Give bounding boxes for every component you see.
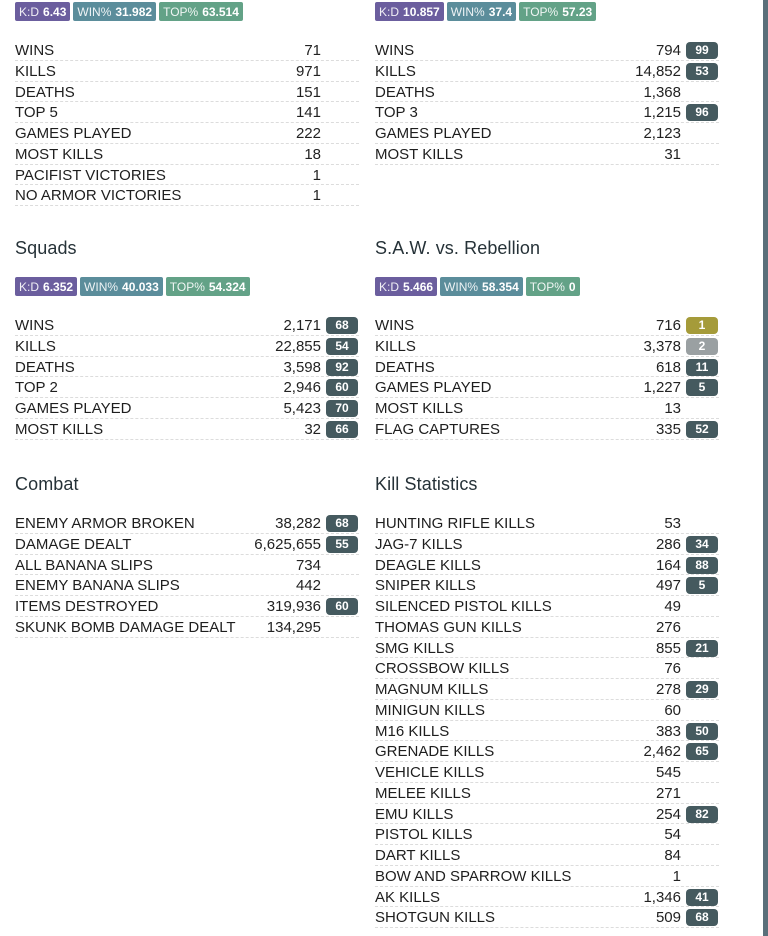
stat-value: 497	[655, 577, 681, 595]
summary-badges	[15, 2, 359, 21]
badge-value: 5.466	[403, 279, 434, 294]
stat-value: 164	[655, 556, 681, 574]
stat-value: 1,215	[643, 104, 681, 122]
top-percent-badge	[519, 2, 596, 21]
stat-value: 442	[295, 577, 321, 595]
stat-row	[375, 679, 719, 700]
stat-value: 2,946	[283, 379, 321, 397]
stat-value: 60	[664, 701, 681, 719]
stat-value: 383	[655, 722, 681, 740]
stat-row	[375, 617, 719, 638]
stat-row	[15, 617, 359, 638]
stat-label: SKUNK BOMB DAMAGE DEALT	[15, 618, 236, 636]
stat-label: DEATHS	[15, 358, 75, 376]
stat-row	[15, 82, 359, 103]
stat-row	[375, 866, 719, 887]
summary-badges	[15, 277, 359, 296]
stat-value: 22,855	[275, 337, 321, 355]
stat-row	[15, 513, 359, 534]
stat-label: HUNTING RIFLE KILLS	[375, 515, 536, 532]
stat-label: KILLS	[15, 62, 56, 80]
section-title: S.A.W. vs. Rebellion	[375, 238, 541, 258]
stat-value: 31	[664, 145, 681, 163]
win-percent-badge	[80, 277, 163, 296]
stat-value: 3,378	[643, 337, 681, 355]
stat-value: 32	[304, 420, 321, 438]
stats-table	[15, 315, 359, 440]
badge-value: 63.514	[202, 4, 239, 19]
stat-label: DEATHS	[375, 83, 435, 101]
stat-row	[375, 887, 719, 908]
badge-label: TOP%	[523, 4, 559, 19]
summary-badges	[375, 2, 719, 21]
stat-label: BOW AND SPARROW KILLS	[375, 867, 572, 885]
kd-badge	[15, 277, 77, 296]
stat-row	[375, 534, 719, 555]
stat-label: EMU KILLS	[375, 805, 454, 823]
stat-row	[375, 357, 719, 378]
stat-label: WINS	[15, 42, 55, 59]
stat-label: FLAG CAPTURES	[375, 420, 501, 438]
stat-row	[15, 596, 359, 617]
stat-value: 18	[304, 145, 321, 163]
stats-section-solos	[375, 2, 719, 165]
stat-label: DEAGLE KILLS	[375, 556, 481, 574]
stat-label: ALL BANANA SLIPS	[15, 556, 153, 574]
stat-row	[15, 377, 359, 398]
stat-value: 794	[655, 42, 681, 59]
stat-label: MINIGUN KILLS	[375, 701, 486, 719]
stats-table	[375, 513, 719, 928]
stat-row	[15, 398, 359, 419]
stat-value: 54	[664, 826, 681, 844]
rank-badge: 55	[326, 536, 358, 553]
stat-value: 84	[664, 847, 681, 864]
stat-label: TOP 3	[375, 104, 418, 122]
rank-badge: 11	[686, 359, 718, 376]
stat-label: MAGNUM KILLS	[375, 681, 489, 698]
stat-label: SHOTGUN KILLS	[375, 909, 496, 927]
badge-value: 31.982	[115, 4, 153, 19]
section-title: Kill Statistics	[375, 474, 478, 494]
stat-value: 716	[655, 317, 681, 334]
stat-label: DEATHS	[375, 358, 435, 376]
stat-value: 618	[655, 358, 681, 376]
stat-label: KILLS	[375, 62, 416, 80]
rank-badge: 68	[326, 515, 358, 532]
rank-badge: 99	[686, 42, 718, 59]
stat-row	[15, 575, 359, 596]
stat-row	[15, 419, 359, 440]
stat-label: WINS	[375, 42, 415, 59]
kd-badge	[375, 2, 444, 21]
stat-label: JAG-7 KILLS	[375, 535, 463, 553]
stat-label: SMG KILLS	[375, 639, 455, 657]
badge-value: 10.857	[403, 4, 440, 19]
stat-label: NO ARMOR VICTORIES	[15, 187, 182, 205]
stat-row	[375, 762, 719, 783]
stat-row	[375, 721, 719, 742]
stat-row	[15, 144, 359, 165]
stats-table	[15, 40, 359, 206]
badge-label: TOP%	[169, 279, 205, 294]
top-percent-badge	[526, 277, 580, 296]
stat-value: 335	[655, 420, 681, 438]
stat-row	[375, 398, 719, 419]
stat-label: ENEMY ARMOR BROKEN	[15, 515, 195, 532]
stat-row	[375, 845, 719, 866]
badge-value: 6.43	[43, 4, 67, 19]
rank-badge: 41	[686, 889, 718, 906]
rank-badge: 60	[326, 598, 358, 615]
stat-label: KILLS	[375, 337, 416, 355]
stat-label: GAMES PLAYED	[375, 125, 492, 142]
stats-section-kill-statistics	[375, 473, 719, 928]
badge-value: 0	[568, 279, 576, 294]
stat-label: SNIPER KILLS	[375, 577, 476, 595]
stat-row	[375, 824, 719, 845]
stat-value: 13	[664, 400, 681, 417]
stat-value: 76	[664, 660, 681, 678]
rank-badge: 54	[326, 338, 358, 355]
rank-badge: 5	[686, 379, 718, 396]
stat-row	[375, 82, 719, 103]
stat-label: CROSSBOW KILLS	[375, 660, 510, 678]
stat-row	[15, 357, 359, 378]
stat-value: 1,227	[643, 379, 681, 397]
stat-label: VEHICLE KILLS	[375, 764, 485, 781]
stat-row	[375, 123, 719, 144]
stat-row	[15, 336, 359, 357]
stats-table	[375, 40, 719, 165]
win-percent-badge	[440, 277, 523, 296]
stat-label: TOP 5	[15, 104, 58, 122]
badge-label: WIN%	[77, 4, 112, 19]
stat-row	[375, 377, 719, 398]
scrollbar[interactable]	[763, 0, 768, 936]
stat-row	[375, 102, 719, 123]
stat-label: GAMES PLAYED	[15, 400, 132, 417]
stat-label: MELEE KILLS	[375, 784, 471, 802]
stat-row	[375, 315, 719, 336]
stat-value: 5,423	[283, 400, 321, 417]
section-title: Combat	[15, 474, 79, 494]
stat-row	[375, 513, 719, 534]
stat-label: AK KILLS	[375, 888, 441, 906]
win-percent-badge	[447, 2, 516, 21]
stat-label: DART KILLS	[375, 847, 461, 864]
stat-label: DEATHS	[15, 83, 75, 101]
stat-value: 2,171	[283, 317, 321, 334]
stat-row	[375, 741, 719, 762]
section-title: Squads	[15, 238, 77, 258]
rank-badge: 92	[326, 359, 358, 376]
stat-row	[375, 336, 719, 357]
stat-row	[15, 534, 359, 555]
badge-label: K:D	[379, 4, 400, 19]
win-percent-badge	[73, 2, 156, 21]
rank-badge: 5	[686, 577, 718, 594]
stat-value: 53	[664, 515, 681, 532]
stat-value: 2,123	[643, 125, 681, 142]
rank-badge: 29	[686, 681, 718, 698]
badge-value: 40.033	[122, 279, 159, 294]
stat-row	[375, 596, 719, 617]
rank-badge: 21	[686, 640, 718, 657]
kd-badge	[15, 2, 70, 21]
rank-badge: 50	[686, 723, 718, 740]
stats-section-saw-vs-rebellion	[375, 237, 719, 440]
badge-value: 6.352	[43, 279, 74, 294]
stat-label: GAMES PLAYED	[15, 125, 132, 142]
rank-badge: 66	[326, 421, 358, 438]
rank-badge: 1	[686, 317, 718, 334]
summary-badges	[375, 277, 719, 296]
badge-value: 57.23	[562, 4, 593, 19]
stat-value: 38,282	[275, 515, 321, 532]
stat-value: 3,598	[283, 358, 321, 376]
badge-label: WIN%	[450, 4, 485, 19]
stat-row	[375, 804, 719, 825]
stat-label: MOST KILLS	[375, 145, 464, 163]
stat-value: 1	[672, 867, 681, 885]
stat-value: 271	[655, 784, 681, 802]
stat-row	[375, 575, 719, 596]
badge-label: TOP%	[163, 4, 199, 19]
rank-badge: 2	[686, 338, 718, 355]
stat-label: ENEMY BANANA SLIPS	[15, 577, 180, 595]
stat-value: 971	[295, 62, 321, 80]
stat-value: 545	[655, 764, 681, 781]
rank-badge: 53	[686, 63, 718, 80]
stats-table	[375, 315, 719, 440]
stat-value: 71	[304, 42, 321, 59]
top-percent-badge	[159, 2, 243, 21]
stat-row	[15, 40, 359, 61]
rank-badge: 82	[686, 806, 718, 823]
badge-label: K:D	[379, 279, 400, 294]
stat-row	[375, 700, 719, 721]
kd-badge	[375, 277, 437, 296]
stat-label: DAMAGE DEALT	[15, 535, 132, 553]
badge-label: WIN%	[84, 279, 119, 294]
rank-badge: 88	[686, 557, 718, 574]
stat-label: ITEMS DESTROYED	[15, 598, 159, 615]
rank-badge: 68	[326, 317, 358, 334]
stat-value: 2,462	[643, 743, 681, 761]
stat-label: MOST KILLS	[15, 420, 104, 438]
stats-section-combat	[15, 473, 359, 638]
stats-section-duos	[15, 2, 359, 206]
stat-label: PACIFIST VICTORIES	[15, 166, 166, 184]
stat-value: 6,625,655	[254, 535, 321, 553]
stat-row	[15, 315, 359, 336]
stat-value: 1	[312, 166, 321, 184]
stats-section-squads	[15, 237, 359, 440]
stat-row	[375, 61, 719, 82]
stat-label: MOST KILLS	[15, 145, 104, 163]
stat-row	[15, 102, 359, 123]
rank-badge: 68	[686, 909, 718, 926]
stat-value: 141	[295, 104, 321, 122]
rank-badge: 52	[686, 421, 718, 438]
stat-value: 734	[295, 556, 321, 574]
stat-value: 151	[295, 83, 321, 101]
badge-label: K:D	[19, 279, 40, 294]
stat-row	[15, 185, 359, 206]
badge-label: TOP%	[529, 279, 565, 294]
stat-label: SILENCED PISTOL KILLS	[375, 598, 552, 615]
stat-row	[375, 783, 719, 804]
stats-table	[15, 513, 359, 638]
badge-value: 54.324	[208, 279, 246, 294]
stat-row	[375, 40, 719, 61]
stat-label: WINS	[15, 317, 55, 334]
stat-row	[375, 638, 719, 659]
stat-value: 286	[655, 535, 681, 553]
stat-row	[375, 144, 719, 165]
stat-value: 134,295	[266, 618, 321, 636]
stat-row	[15, 61, 359, 82]
stat-value: 1	[312, 187, 321, 205]
stat-label: M16 KILLS	[375, 722, 450, 740]
rank-badge: 70	[326, 400, 358, 417]
stat-label: WINS	[375, 317, 415, 334]
stat-value: 855	[655, 639, 681, 657]
badge-label: WIN%	[444, 279, 479, 294]
stat-value: 278	[655, 681, 681, 698]
stat-row	[15, 165, 359, 186]
stat-value: 319,936	[266, 598, 321, 615]
stat-label: MOST KILLS	[375, 400, 464, 417]
stat-label: GRENADE KILLS	[375, 743, 495, 761]
stat-row	[15, 123, 359, 144]
stat-row	[15, 555, 359, 576]
rank-badge: 34	[686, 536, 718, 553]
stat-value: 14,852	[635, 62, 681, 80]
badge-label: K:D	[19, 4, 40, 19]
stat-row	[375, 907, 719, 928]
badge-value: 58.354	[482, 279, 519, 294]
stat-value: 1,368	[643, 83, 681, 101]
stat-row	[375, 658, 719, 679]
stat-value: 254	[655, 805, 681, 823]
stat-label: KILLS	[15, 337, 56, 355]
stat-label: GAMES PLAYED	[375, 379, 492, 397]
stat-row	[375, 555, 719, 576]
rank-badge: 96	[686, 104, 718, 121]
stat-value: 509	[655, 909, 681, 927]
stat-label: PISTOL KILLS	[375, 826, 473, 844]
rank-badge: 60	[326, 379, 358, 396]
stat-value: 1,346	[643, 888, 681, 906]
stat-label: THOMAS GUN KILLS	[375, 618, 522, 636]
badge-value: 37.4	[488, 4, 513, 19]
stat-value: 49	[664, 598, 681, 615]
stat-label: TOP 2	[15, 379, 58, 397]
stat-value: 222	[295, 125, 321, 142]
top-percent-badge	[166, 277, 250, 296]
rank-badge: 65	[686, 743, 718, 760]
stat-row	[375, 419, 719, 440]
stat-value: 276	[655, 618, 681, 636]
